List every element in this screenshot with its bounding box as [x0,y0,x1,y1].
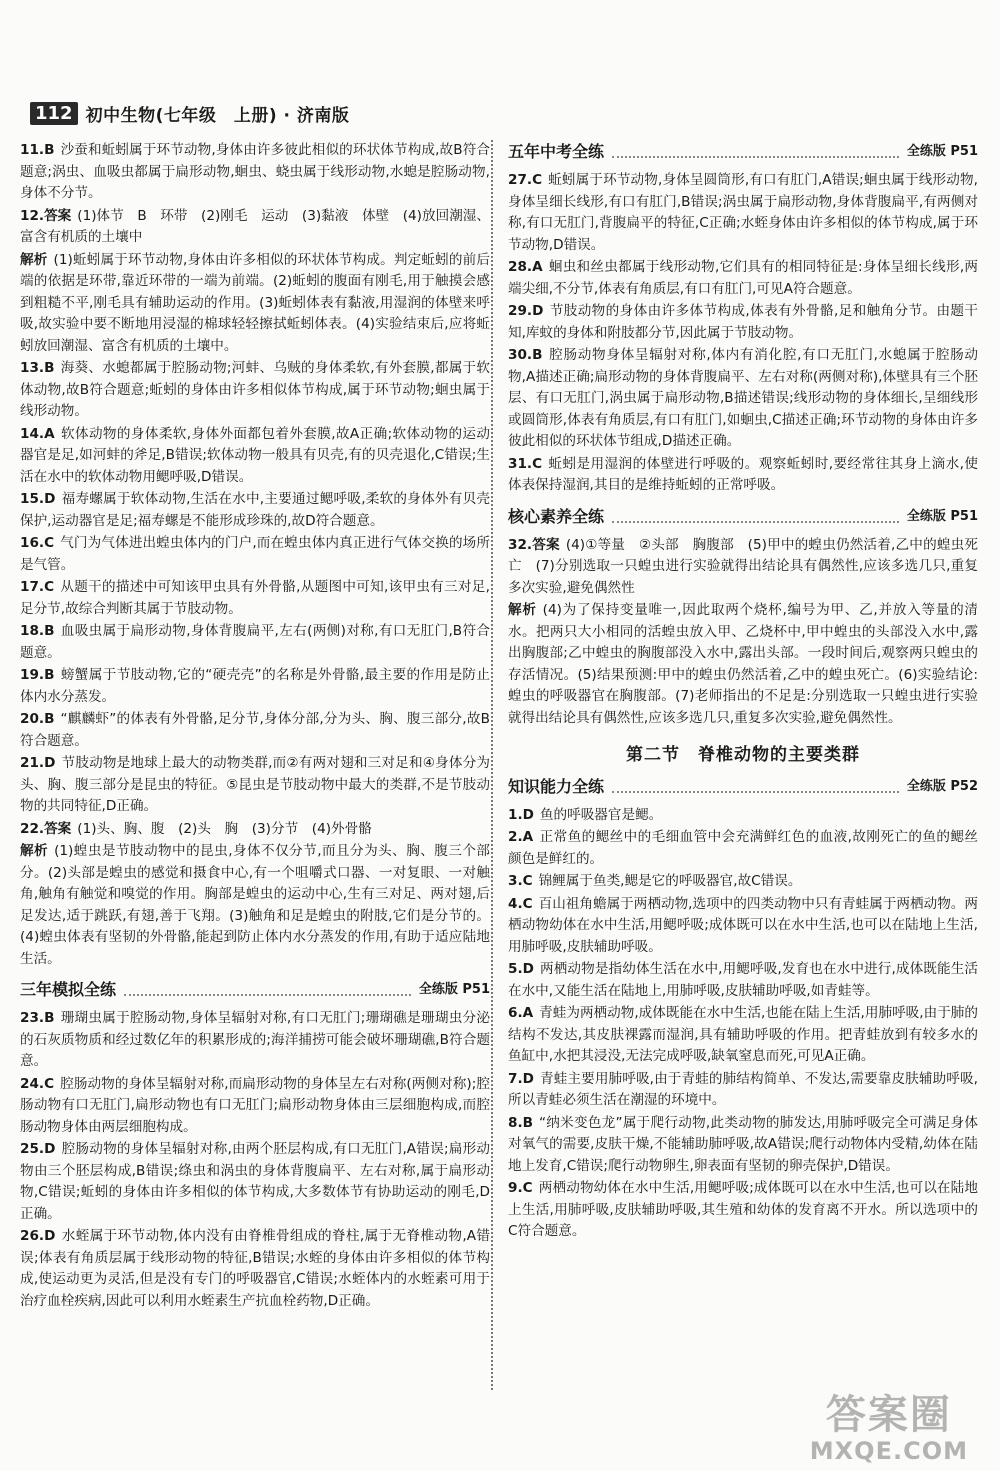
answer-item [508,827,978,870]
answer-number: 1.D [508,806,534,823]
answer-number: 19.B [20,667,55,683]
answer-text: 锦鲤属于鱼类,鳃是它的呼吸器官,故C错误。 [538,873,802,889]
answer-item [508,170,978,256]
answer-number: 18.B [20,623,55,639]
answer-text: 螃蟹属于节肢动物,它的“硬壳壳”的名称是外骨骼,最主要的作用是防止体内水分蒸发。 [20,667,490,705]
page-header [30,98,349,128]
answer-item [20,819,490,841]
answer-number: 解析 [20,251,48,268]
dotted-leader [124,984,411,996]
section-ref: 全练版 P51 [418,982,490,998]
answer-number: 17.C [20,579,55,595]
answer-number: 24.C [20,1075,55,1092]
answer-number: 27.C [508,172,543,188]
answer-text: 软体动物的身体柔软,身体外面都包着外套膜,故A正确;软体动物的运动器官是足,如河蚌的斧足,B错误;软体动物一般具有贝壳,有的贝壳退化,C错误;生活在水中的软体动物用鳃呼吸,D错误。 [20,425,490,485]
answer-item [20,1226,490,1312]
answer-number: 25.D [20,1141,56,1157]
section-bar-five-year [508,140,978,164]
answer-list [508,170,978,497]
answer-number: 30.B [508,347,543,363]
answer-text: (4)为了保持变量唯一,因此取两个烧杯,编号为甲、乙,并放入等量的清水。把两只大小相同的活蝗虫放入甲、乙烧杯中,甲中蝗虫的头部没入水中,露出胸腹部;乙中蝗虫的胸腹部没入水中,露出头部。一段时间后,观察两只蝗虫的存活情况。(5)结果预测:甲中的蝗虫仍然活着,乙中的蝗虫死亡。(6)实验结论:蝗虫的呼吸器官在胸腹部。(7)老师指出的不足是:分别选取一只蝗虫进行实验就得出结论具有偶然性,应该多选几只,重复多次实验,避免偶然性。 [508,602,978,726]
answer-text: 百山祖角蟾属于两栖动物,选项中的四类动物中只有青蛙属于两栖动物。两栖动物幼体在水中生活,用鳃呼吸;成体既可以在水中生活,也可以在陆地上生活,用肺呼吸,皮肤辅助呼吸。 [508,895,978,955]
answer-number: 15.D [20,491,56,507]
answer-item [20,489,490,532]
section-bar-knowledge [508,775,978,799]
answer-text: 腔肠动物身体呈辐射对称,体内有消化腔,有口无肛门,水螅属于腔肠动物,A描述正确;扁形动物的身体背腹扁平、左右对称(两侧对称),体壁具有三个胚层、有口无肛门,涡虫属于扁形动物,B描述错误;线形动物的身体细长,呈细线形或圆筒形,体表有角质层,有口有肛门,如蛔虫,C描述正确;环节动物的身体由许多彼此相似的环状体节组成,D描述正确。 [508,347,978,449]
answer-number: 9.C [508,1180,533,1196]
answer-number: 11.B [20,142,55,158]
answer-number: 4.C [508,895,533,912]
section-title: 核心素养全练 [508,506,605,526]
answer-number: 22.答案 [20,820,72,837]
answer-number: 20.B [20,711,55,727]
answer-number: 31.C [508,455,543,472]
answer-text: 沙蚕和蚯蚓属于环节动物,身体由许多彼此相似的环状体节构成,故B符合题意;涡虫、血吸虫都属于扁形动物,蛔虫、蛲虫属于线形动物,水螅是腔肠动物,身体不分节。 [20,142,490,201]
answer-text: 鱼的呼吸器官是鳃。 [539,806,663,823]
answer-text: 腔肠动物的身体呈辐射对称,由两个胚层构成,有口无肛门,A错误;扁形动物由三个胚层构成,B错误;绦虫和涡虫的身体背腹扁平、左右对称,属于扁形动物,C错误;蚯蚓的身体由许多相似的体节构成,大多数体节有协助运动的刚毛,D正确。 [20,1141,490,1222]
answer-text: “麒麟虾”的体表有外骨骼,足分节,身体分部,分为头、胸、腹三部分,故B符合题意。 [20,711,490,749]
answer-text: 两栖动物是指幼体生活在水中,用鳃呼吸,发育也在水中进行,成体既能生活在水中,又能生活在陆地上,用肺呼吸,皮肤辅助呼吸,如青蛙等。 [508,961,978,999]
answer-text: 珊瑚虫属于腔肠动物,身体呈辐射对称,有口无肛门;珊瑚礁是珊瑚虫分泌的石灰质物质和经过数亿年的积累形成的;海洋捕捞可能会破坏珊瑚礁,B符合题意。 [20,1010,490,1069]
dotted-leader [612,511,899,523]
answer-number: 13.B [20,360,55,376]
answer-list [20,140,490,970]
answer-text: 蚯蚓是用湿润的体壁进行呼吸的。观察蚯蚓时,要经常往其身上滴水,使体表保持湿润,其目的是维持蚯蚓的正常呼吸。 [508,455,978,493]
watermark-logo [810,1393,968,1465]
answer-text: 福寿螺属于软体动物,生活在水中,主要通过鳃呼吸,柔软的身体外有贝壳保护,运动器官是足;福寿螺是不能形成珍珠的,故D符合题意。 [20,491,490,529]
answer-number: 3.C [508,873,533,889]
answer-text: 水蛭属于环节动物,体内没有由脊椎骨组成的脊柱,属于无脊椎动物,A错误;体表有角质层属于线形动物的特征,B错误;水蛭的身体由许多相似的体节构成,使运动更为灵活,但是没有专门的呼吸器官,C错误;水蛭体内的水蛭素可用于治疗血栓疾病,因此可以利用水蛭素生产抗血栓药物,D正确。 [20,1228,490,1309]
right-column [508,140,978,1244]
dotted-leader [612,781,899,793]
answer-text: 血吸虫属于扁形动物,身体背腹扁平,左右(两侧)对称,有口无肛门,B符合题意。 [20,623,490,661]
answer-item [508,871,978,893]
answer-text: 蚯蚓属于环节动物,身体呈圆筒形,有口有肛门,A错误;蛔虫属于线形动物,身体呈细长线形,有口有肛门,B错误;涡虫属于扁形动物,身体背腹扁平,有两侧对称,有口无肛门,背腹扁平的特征,C正确;水蛭身体由许多相似的体节构成,属于环节动物,D错误。 [508,172,978,253]
section-title: 五年中考全练 [508,142,605,162]
section-ref: 全练版 P52 [906,778,978,794]
answer-item [508,1003,978,1068]
book-title: 初中生物(七年级 上册) · 济南版 [85,105,350,126]
answer-number: 5.D [508,961,534,977]
answer-item [508,301,978,344]
answer-item [508,257,978,300]
answer-number: 14.A [20,425,55,442]
answer-text: 气门为气体进出蝗虫体内的门户,而在蝗虫体内真正进行气体交换的场所是气管。 [20,535,490,573]
answer-item [508,454,978,497]
answer-number: 23.B [20,1010,55,1026]
answer-item [20,577,490,620]
answer-number: 28.A [508,259,543,275]
dotted-leader [612,146,899,158]
answer-number: 12.答案 [20,207,72,224]
chapter-name: 脊椎动物的主要类群 [698,745,860,765]
page-number: 112 [30,102,78,125]
answer-number: 32.答案 [508,536,560,553]
answer-item [20,753,490,818]
answer-number: 16.C [20,535,55,551]
left-column [20,140,490,1313]
answer-text: “纳米变色龙”属于爬行动物,此类动物的肺发达,用肺呼吸完全可满足身体对氧气的需要,皮肤干燥,不能辅助肺呼吸,故A错误;爬行动物体内受精,幼体在陆地上发育,C错误;爬行动物卵生,卵表面有坚韧的卵壳保护,D错误。 [508,1114,978,1174]
answer-item [20,533,490,576]
answer-text: 腔肠动物的身体呈辐射对称,而扁形动物的身体呈左右对称(两侧对称);腔肠动物有口无肛门,扁形动物也有口无肛门;扁形动物身体由三层细胞构成,而腔肠动物身体由两层细胞构成。 [20,1075,490,1135]
answer-text: 青蛙为两栖动物,成体既能在水中生活,也能在陆上生活,用肺呼吸,由于肺的结构不发达,其皮肤裸露而湿润,具有辅助呼吸的作用。把青蛙放到有较多水的鱼缸中,水把其浸没,无法完成呼吸,缺氧窒息而死,可见A正确。 [508,1005,978,1064]
answer-number: 7.D [508,1070,534,1087]
answer-number: 解析 [20,843,49,859]
answer-text: (4)①等量 ②头部 胸腹部 (5)甲中的蝗虫仍然活着,乙中的蝗虫死亡 (7)分别选取一只蝗虫进行实验就得出结论具有偶然性,应该多选几只,重复多次实验,避免偶然性 [508,536,978,596]
answer-text: (1)蚯蚓属于环节动物,身体由许多相似的环状体节构成。判定蚯蚓的前后端的依据是环带,靠近环带的一端为前端。(2)蚯蚓的腹面有刚毛,用于触摸会感到粗糙不平,刚毛具有辅助运动的作用。(3)蚯蚓体表有黏液,用湿润的体壁来呼吸,故实验中要不断地用浸湿的棉球轻轻擦拭蚯蚓体表。(4)实验结束后,应将蚯蚓放回潮湿、富含有机质的土壤中。 [20,251,491,354]
answer-item [508,1113,978,1178]
section-ref: 全练版 P51 [906,144,978,160]
answer-item [508,959,978,1002]
answer-text: 节肢动物是地球上最大的动物类群,而②有两对翅和三对足和④身体分为头、胸、腹三部分是昆虫的特征。⑤昆虫是节肢动物中最大的类群,不是节肢动物的共同特征,D正确。 [20,755,490,814]
answer-list [508,535,978,730]
section-ref: 全练版 P51 [906,508,978,524]
answer-text: (1)头、胸、腹 (2)头 胸 (3)分节 (4)外骨骼 [77,820,372,837]
answer-number: 21.D [20,755,56,771]
section-bar-core-literacy [508,505,978,529]
section-title: 知识能力全练 [508,776,605,796]
answer-item [20,206,490,249]
answer-item [20,841,490,970]
answer-item [508,894,978,959]
answer-number: 2.A [508,829,534,845]
answer-item [20,665,490,708]
section-title: 三年模拟全练 [20,980,117,1000]
answer-item [508,805,978,827]
answer-text: 两栖动物幼体在水中生活,用鳃呼吸;成体既可以在水中生活,也可以在陆地上生活,用肺呼吸,皮肤辅助呼吸,其生殖和幼体的发育离不开水。所以选项中的C符合题意。 [508,1180,978,1239]
answer-item [20,250,490,358]
section-bar-three-year [20,978,490,1002]
answer-item [20,1008,490,1073]
watermark-site: MXQE.COM [809,1437,968,1465]
answer-number: 26.D [20,1228,56,1244]
answer-item [20,1139,490,1225]
answer-item [508,1178,978,1243]
answer-item [20,709,490,752]
answer-number: 解析 [508,602,537,618]
column-divider [491,140,493,1390]
chapter-heading [508,745,978,767]
answer-item [508,535,978,600]
answer-text: 青蛙主要用肺呼吸,由于青蛙的肺结构简单、不发达,需要靠皮肤辅助呼吸,所以青蛙必须生活在潮湿的环境中。 [508,1070,978,1108]
answer-text: 节肢动物的身体由许多体节构成,体表有外骨骼,足和触角分节。由题干知,库蚊的身体和附肢都分节,因此属于节肢动物。 [508,303,978,341]
answer-text: 蛔虫和丝虫都属于线形动物,它们具有的相同特征是:身体呈细长线形,两端尖细,不分节,体表有角质层,有口有肛门,可见A符合题意。 [508,259,978,297]
answer-number: 6.A [508,1005,534,1021]
answer-list [20,1008,490,1312]
answer-item [20,140,490,205]
answer-item [508,1069,978,1112]
answer-text: (1)体节 B 环带 (2)刚毛 运动 (3)黏液 体壁 (4)放回潮湿、富含有机质的土壤中 [20,207,490,245]
answer-item [20,1074,490,1139]
answer-item [20,358,490,423]
answer-number: 8.B [508,1114,533,1131]
answer-text: (1)蝗虫是节肢动物中的昆虫,身体不仅分节,而且分为头、胸、腹三个部分。(2)头部是蝗虫的感觉和摄食中心,有一个咀嚼式口器、一对复眼、一对触角,触角有触觉和嗅觉的作用。胸部是蝗虫的运动中心,生有三对足、两对翅,后足发达,适于跳跃,有翅,善于飞翔。(3)触角和足是蝗虫的附肢,它们是分节的。(4)蝗虫体表有坚韧的外骨骼,能起到防止体内水分蒸发的作用,有助于适应陆地生活。 [20,843,490,967]
answer-text: 从题干的描述中可知该甲虫具有外骨骼,从题图中可知,该甲虫有三对足,足分节,故综合判断其属于节肢动物。 [20,579,490,617]
answer-item [20,621,490,664]
answer-list [508,805,978,1243]
answer-text: 海葵、水螅都属于腔肠动物;河蚌、乌贼的身体柔软,有外套膜,都属于软体动物,故B符合题意;蚯蚓的身体由许多相似体节构成,属于环节动物;蛔虫属于线形动物。 [20,360,490,419]
chapter-label: 第二节 [626,745,680,765]
answer-text: 正常鱼的鳃丝中的毛细血管中会充满鲜红色的血液,故刚死亡的鱼的鳃丝颜色是鲜红的。 [508,829,978,867]
watermark-logo-text: 答案圈 [825,1392,952,1438]
answer-item [20,424,490,489]
answer-item [508,345,978,453]
answer-number: 29.D [508,303,544,319]
answer-item [508,600,978,729]
